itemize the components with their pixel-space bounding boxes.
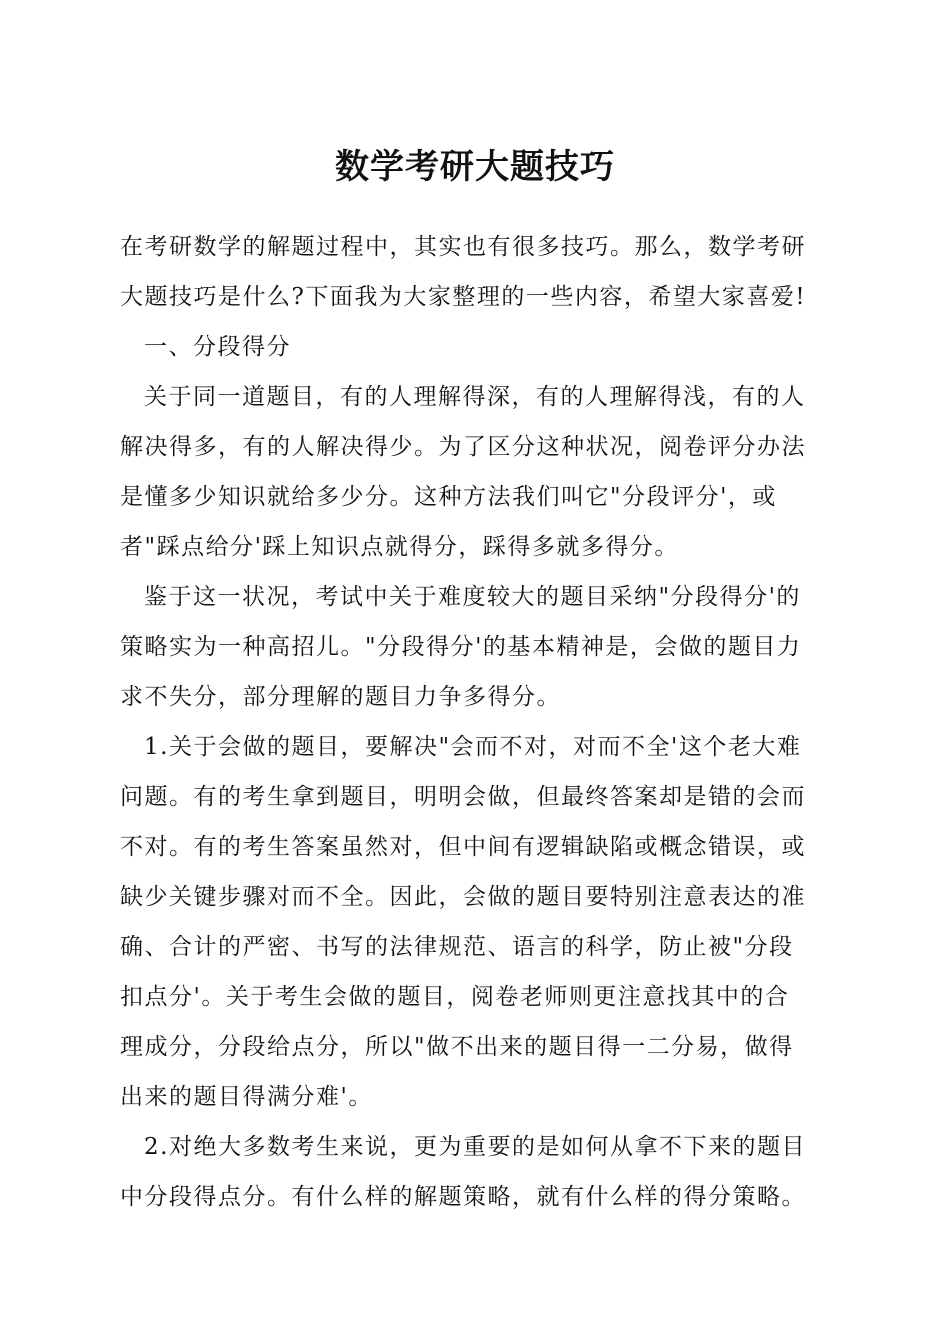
text-line: 确、合计的严密、书写的法律规范、语言的科学，防止被"分段 bbox=[120, 934, 794, 960]
text-line: 关于同一道题目，有的人理解得深，有的人理解得浅，有的人 bbox=[144, 384, 806, 410]
text-line: 解决得多，有的人解决得少。为了区分这种状况，阅卷评分办法 bbox=[120, 434, 806, 460]
text-line: 出来的题目得满分难'。 bbox=[120, 1084, 373, 1110]
text-line: 者"踩点给分'踩上知识点就得分，踩得多就多得分。 bbox=[120, 534, 679, 560]
text-line: 2.对绝大多数考生来说，更为重要的是如何从拿不下来的题目 bbox=[144, 1134, 806, 1160]
text-line: 在考研数学的解题过程中，其实也有很多技巧。那么，数学考研 bbox=[120, 234, 806, 260]
section-heading: 一、分段得分 bbox=[144, 334, 291, 360]
text-line: 鉴于这一状况，考试中关于难度较大的题目采纳"分段得分'的 bbox=[144, 584, 801, 610]
text-line: 1.关于会做的题目，要解决"会而不对，对而不全'这个老大难 bbox=[144, 734, 802, 760]
text-line: 理成分，分段给点分，所以"做不出来的题目得一二分易，做得 bbox=[120, 1034, 794, 1060]
text-line: 大题技巧是什么?下面我为大家整理的一些内容，希望大家喜爱! bbox=[120, 284, 807, 310]
text-line: 是懂多少知识就给多少分。这种方法我们叫它"分段评分'，或 bbox=[120, 484, 777, 510]
text-line: 缺少关键步骤对而不全。因此，会做的题目要特别注意表达的准 bbox=[120, 884, 806, 910]
text-line: 不对。有的考生答案虽然对，但中间有逻辑缺陷或概念错误，或 bbox=[120, 834, 806, 860]
text-line: 求不失分，部分理解的题目力争多得分。 bbox=[120, 684, 561, 710]
text-line: 策略实为一种高招儿。"分段得分'的基本精神是，会做的题目力 bbox=[120, 634, 802, 660]
page-title: 数学考研大题技巧 bbox=[335, 147, 615, 187]
document-body bbox=[120, 222, 835, 1222]
text-line: 扣点分'。关于考生会做的题目，阅卷老师则更注意找其中的合 bbox=[120, 984, 790, 1010]
text-line: 中分段得点分。有什么样的解题策略，就有什么样的得分策略。 bbox=[120, 1184, 806, 1210]
text-line: 问题。有的考生拿到题目，明明会做，但最终答案却是错的会而 bbox=[120, 784, 806, 810]
